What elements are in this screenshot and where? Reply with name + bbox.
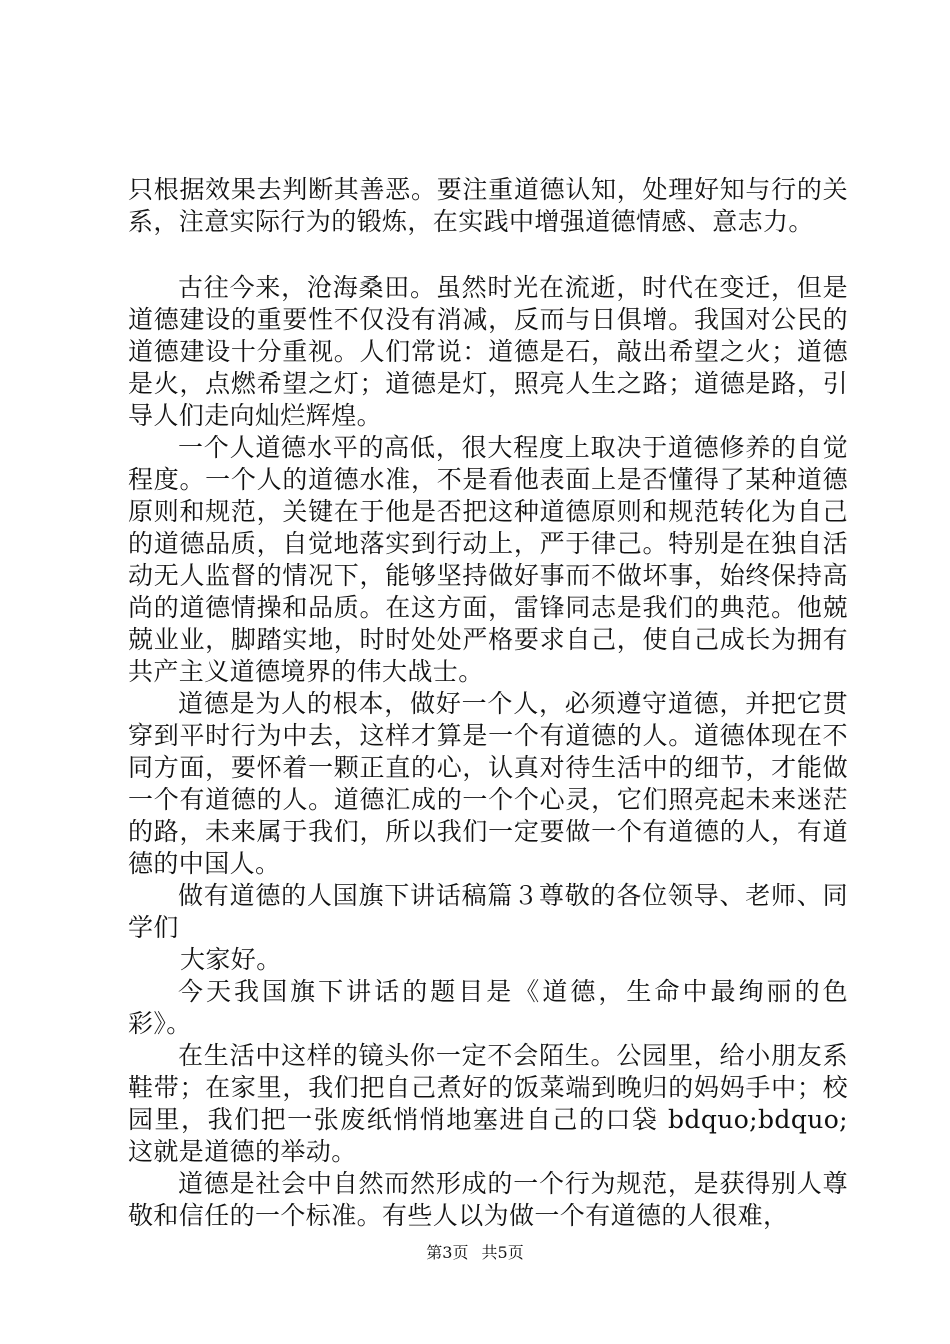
page-number: 第3页 <box>426 1243 469 1262</box>
document-body <box>128 174 848 1232</box>
paragraph: 道德是社会中自然而然形成的一个行为规范，是获得别人尊敬和信任的一个标准。有些人以为做一个有道德的人很难， <box>128 1169 848 1230</box>
page-total: 共5页 <box>481 1243 524 1262</box>
greeting: 大家好。 <box>180 945 282 974</box>
paragraph-continuation: 只根据效果去判断其善恶。要注重道德认知，处理好知与行的关系，注意实际行为的锻炼，在实践中增强道德情感、意志力。 <box>128 175 848 236</box>
paragraph: 在生活中这样的镜头你一定不会陌生。公园里，给小朋友系鞋带；在家里，我们把自己煮好的饭菜端到晚归的妈妈手中；校园里，我们把一张废纸悄悄地塞进自己的口袋 bdquo;bdquo;这就是道德的举动。 <box>128 1041 848 1166</box>
paragraph: 古往今来，沧海桑田。虽然时光在流逝，时代在变迁，但是道德建设的重要性不仅没有消减，反而与日俱增。我国对公民的道德建设十分重视。人们常说：道德是石，敲出希望之火；道德是火，点燃希望之灯；道德是灯，照亮人生之路；道德是路，引导人们走向灿烂辉煌。 <box>128 273 848 430</box>
paragraph: 道德是为人的根本，做好一个人，必须遵守道德，并把它贯穿到平时行为中去，这样才算是一个有道德的人。道德体现在不同方面，要怀着一颗正直的心，认真对待生活中的细节，才能做一个有道德的人。道德汇成的一个个心灵，它们照亮起未来迷茫的路，未来属于我们，所以我们一定要做一个有道德的人，有道德的中国人。 <box>128 689 848 878</box>
speech-title-line: 今天我国旗下讲话的题目是《道德，生命中最绚丽的色彩》。 <box>128 977 848 1038</box>
speech-heading: 做有道德的人国旗下讲话稿篇３尊敬的各位领导、老师、同学们 <box>128 881 848 942</box>
page-footer <box>0 1240 950 1263</box>
paragraph: 一个人道德水平的高低，很大程度上取决于道德修养的自觉程度。一个人的道德水准，不是看他表面上是否懂得了某种道德原则和规范，关键在于他是否把这种道德原则和规范转化为自己的道德品质，自觉地落实到行动上，严于律己。特别是在独自活动无人监督的情况下，能够坚持做好事而不做坏事，始终保持高尚的道德情操和品质。在这方面，雷锋同志是我们的典范。他兢兢业业，脚踏实地，时时处处严格要求自己，使自己成长为拥有共产主义道德境界的伟大战士。 <box>128 433 848 686</box>
